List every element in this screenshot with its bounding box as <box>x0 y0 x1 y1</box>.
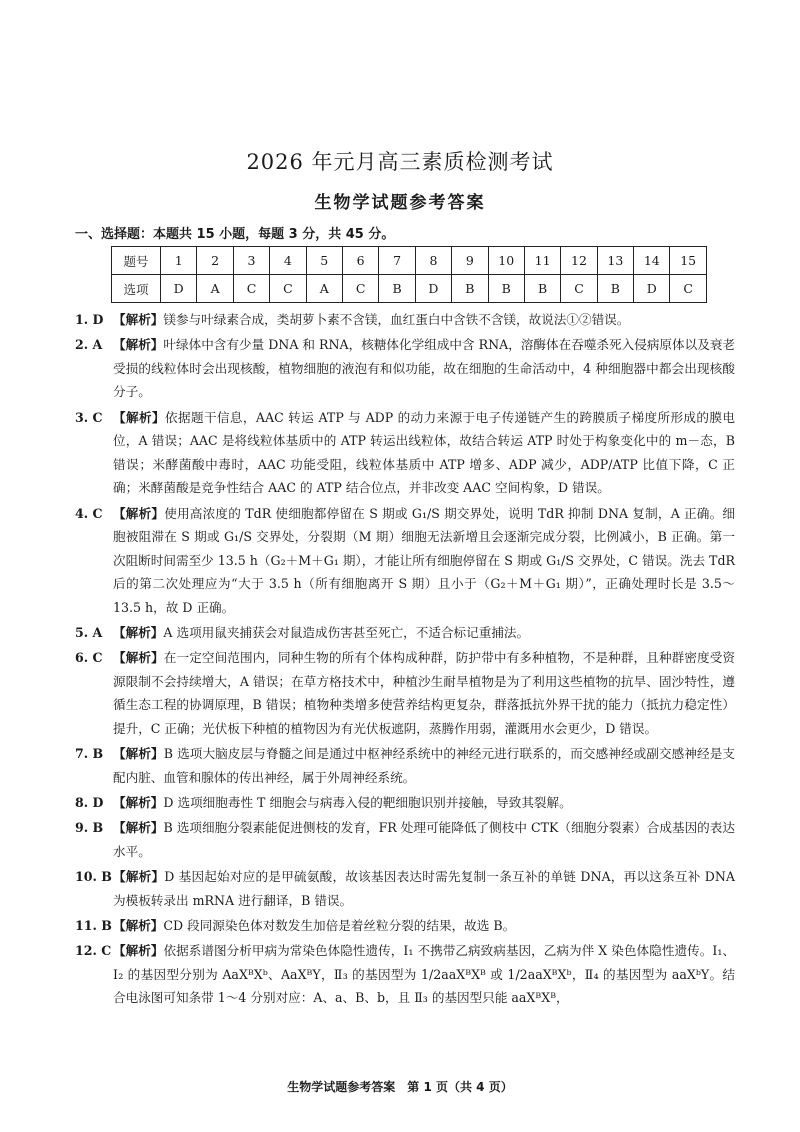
item-number: 7. B <box>75 746 104 762</box>
explanation-item <box>75 939 735 1010</box>
analysis-tag: 【解析】 <box>113 409 165 425</box>
item-body <box>113 646 735 740</box>
table-row-label: 题号 <box>112 247 161 275</box>
analysis-tag: 【解析】 <box>113 820 164 836</box>
item-text: 使用高浓度的 TdR 使细胞都停留在 S 期或 G₁/S 期交界处，说明 TdR 抑制 DNA 复制，A 正确。细胞被阻滞在 S 期或 G₁/S 交界处，分裂期（M 期）细胞无法新增且会逐渐完成分裂，比例减小，B 正确。第一次阻断时间需至少 13.5 h（G₂＋M＋G₁ 期），才能让所有细胞停留在 S 期或 G₁/S 交界处，C 错误。洗去 TdR 后的第二次处理应为“大于 3.5 h（所有细胞离开 S 期）且小于（G₂＋M＋G₁ 期）”，正确处理时长是 3.5～13.5 h，故 D 正确。 <box>113 505 736 615</box>
item-number: 5. A <box>75 625 103 641</box>
item-text: D 选项细胞毒性 T 细胞会与病毒入侵的靶细胞识别并接触，导致其裂解。 <box>163 795 572 811</box>
item-text: CD 段同源染色体对数发生加倍是着丝粒分裂的结果，故选 B。 <box>163 917 516 933</box>
item-number: 6. C <box>75 650 103 666</box>
explanation-item <box>75 333 735 404</box>
explanation-item <box>75 865 735 912</box>
page-subtitle: 生物学试题参考答案 <box>314 193 486 213</box>
item-number: 8. D <box>75 795 104 811</box>
explanation-item <box>75 406 735 500</box>
page-title: 2026 年元月高三素质检测考试 <box>246 150 554 174</box>
answer-option: B <box>488 275 524 303</box>
analysis-tag: 【解析】 <box>113 650 164 666</box>
question-number: 4 <box>270 247 306 275</box>
analysis-tag: 【解析】 <box>113 505 165 521</box>
answer-option: A <box>306 275 342 303</box>
answer-option: B <box>597 275 633 303</box>
answer-option: A <box>197 275 233 303</box>
question-number: 15 <box>670 247 706 275</box>
question-number: 9 <box>452 247 488 275</box>
item-body <box>113 308 735 332</box>
item-body <box>113 406 735 500</box>
question-number: 8 <box>415 247 451 275</box>
item-number: 12. C <box>75 942 112 958</box>
item-body <box>113 816 735 863</box>
explanation-item <box>75 914 735 938</box>
item-number: 1. D <box>75 312 104 327</box>
answer-option: C <box>342 275 378 303</box>
question-number: 10 <box>488 247 524 275</box>
answer-option: C <box>561 275 597 303</box>
answer-option: B <box>524 275 560 303</box>
item-text: B 选项大脑皮层与脊髓之间是通过中枢神经系统中的神经元进行联系的，而交感神经或副交感神经是支配内脏、血管和腺体的传出神经，属于外周神经系统。 <box>113 746 735 785</box>
question-number: 6 <box>342 247 378 275</box>
question-number: 11 <box>524 247 560 275</box>
item-body <box>113 621 735 645</box>
item-text: 在一定空间范围内，同种生物的所有个体构成种群，防护带中有多种植物，不是种群，且种群密度受资源限制不会持续增大，A 错误；在草方格技术中，种植沙生耐旱植物是为了利用这些植物的抗旱、固沙特性，遵循生态工程的协调原理，B 错误；植物种类增多使营养结构更复杂，群落抵抗外界干扰的能力（抵抗力稳定性）提升，C 正确；光伏板下种植的植物因为有光伏板遮阴，蒸腾作用弱，灌溉用水会更少，D 错误。 <box>113 650 736 737</box>
question-number: 1 <box>161 247 197 275</box>
analysis-tag: 【解析】 <box>113 942 164 958</box>
item-number: 11. B <box>75 917 112 933</box>
page-footer: 生物学试题参考答案 第 1 页（共 4 页） <box>287 1080 513 1094</box>
analysis-tag: 【解析】 <box>113 869 165 884</box>
question-number: 3 <box>233 247 269 275</box>
question-number: 7 <box>379 247 415 275</box>
answer-option: D <box>415 275 451 303</box>
item-number: 10. B <box>75 869 112 884</box>
item-body <box>113 333 735 404</box>
item-text: A 选项用鼠夹捕获会对鼠造成伤害甚至死亡，不适合标记重捕法。 <box>163 625 530 641</box>
answer-option: C <box>670 275 706 303</box>
answer-option: C <box>270 275 306 303</box>
item-text: 镁参与叶绿素合成，类胡萝卜素不含镁，血红蛋白中含铁不含镁，故说法①②错误。 <box>163 312 630 327</box>
explanation-item <box>75 308 735 332</box>
item-body <box>113 939 735 1010</box>
item-text: 依据题干信息，AAC 转运 ATP 与 ADP 的动力来源于电子传递链产生的跨膜质子梯度所形成的膜电位，A 错误；AAC 是将线粒体基质中的 ATP 转运出线粒体，故结合转运 ATP 时处于构象变化中的 m－态，B 错误；米酵菌酸中毒时，AAC 功能受阻，线粒体基质中 ATP 增多、ADP 减少，ADP/ATP 比值下降，C 正确；米酵菌酸是竞争性结合 AAC 的 ATP 结合位点，并非改变 AAC 空间构象，D 错误。 <box>113 409 735 496</box>
item-number: 9. B <box>75 820 104 836</box>
explanation-item <box>75 621 735 645</box>
item-body <box>113 865 735 912</box>
analysis-tag: 【解析】 <box>113 625 164 641</box>
item-body <box>113 914 735 938</box>
item-number: 4. C <box>75 505 103 521</box>
question-number: 5 <box>306 247 342 275</box>
analysis-tag: 【解析】 <box>113 746 164 762</box>
question-number: 2 <box>197 247 233 275</box>
item-number: 3. C <box>75 409 103 425</box>
explanation-item <box>75 646 735 740</box>
item-body <box>113 502 735 620</box>
explanation-item <box>75 742 735 789</box>
item-text: 叶绿体中含有少量 DNA 和 RNA，核糖体化学组成中含 RNA，溶酶体在吞噬杀死入侵病原体以及衰老受损的线粒体时会出现核酸，植物细胞的液泡有和似功能，故在细胞的生命活动中，4 种细胞器中都会出现核酸分子。 <box>113 337 736 400</box>
answer-table <box>111 246 707 303</box>
answer-table-answer-row <box>112 275 707 303</box>
explanation-item <box>75 816 735 863</box>
item-number: 2. A <box>75 337 103 353</box>
item-body <box>113 742 735 789</box>
analysis-tag: 【解析】 <box>113 337 164 353</box>
analysis-tag: 【解析】 <box>113 312 164 327</box>
item-body <box>113 791 735 815</box>
question-number: 14 <box>634 247 670 275</box>
analysis-tag: 【解析】 <box>113 795 164 811</box>
item-text: 依据系谱图分析甲病为常染色体隐性遗传，Ⅰ₁ 不携带乙病致病基因，乙病为伴 X 染色体隐性遗传。Ⅰ₁、Ⅰ₂ 的基因型分别为 AaXᴮXᵇ、AaXᴮY，Ⅱ₃ 的基因型为 1/2aaXᴮXᴮ 或 1/2aaXᴮXᵇ，Ⅱ₄ 的基因型为 aaXᵇY。结合电泳图可知条带 1～4 分别对应：A、a、B、b，且 Ⅱ₃ 的基因型只能 aaXᴮXᴮ， <box>113 942 736 1006</box>
analysis-tag: 【解析】 <box>113 917 164 933</box>
table-row-label: 选项 <box>112 275 161 303</box>
explanation-list <box>75 308 735 1011</box>
answer-table-number-row <box>112 247 707 275</box>
question-number: 13 <box>597 247 633 275</box>
answer-option: C <box>233 275 269 303</box>
explanation-item <box>75 791 735 815</box>
answer-option: D <box>161 275 197 303</box>
answer-option: D <box>634 275 670 303</box>
section-heading: 一、选择题：本题共 15 小题，每题 3 分，共 45 分。 <box>75 227 395 242</box>
question-number: 12 <box>561 247 597 275</box>
answer-option: B <box>452 275 488 303</box>
item-text: D 基因起始对应的是甲硫氨酸，故该基因表达时需先复制一条互补的单链 DNA，再以这条互补 DNA 为模板转录出 mRNA 进行翻译，B 错误。 <box>113 869 736 908</box>
item-text: B 选项细胞分裂素能促进侧枝的发育，FR 处理可能降低了侧枝中 CTK（细胞分裂素）合成基因的表达水平。 <box>113 820 736 859</box>
answer-option: B <box>379 275 415 303</box>
explanation-item <box>75 502 735 620</box>
